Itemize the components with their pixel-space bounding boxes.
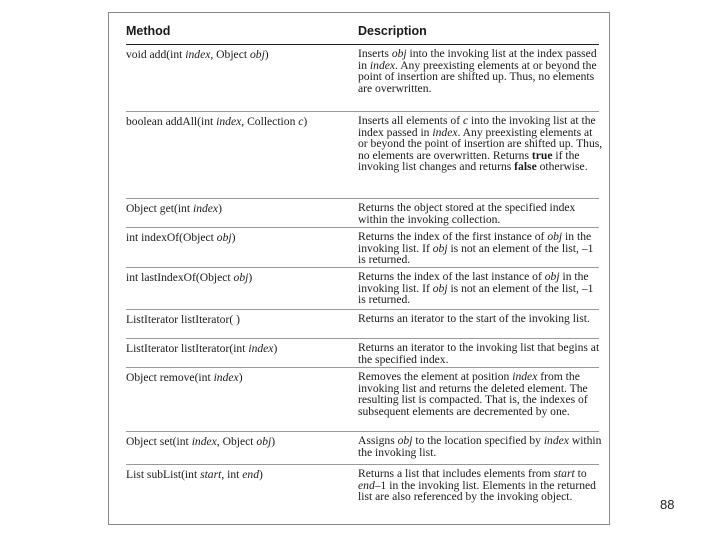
table-row: [126, 228, 599, 268]
method-table-frame: [108, 12, 610, 525]
parameter-name: index: [432, 125, 458, 139]
table-row: [126, 465, 599, 513]
text-run: ): [218, 202, 222, 215]
text-run: to the location specified by: [412, 434, 544, 447]
table-row: [126, 368, 599, 432]
parameter-name: index: [213, 371, 239, 384]
text-run: Assigns: [358, 434, 398, 447]
parameter-name: obj: [547, 230, 563, 243]
parameter-name: obj: [391, 47, 407, 60]
text-run: ): [303, 115, 308, 128]
parameter-name: obj: [432, 241, 448, 255]
text-run: ): [271, 435, 276, 448]
method-description: [358, 313, 603, 325]
parameter-name: index: [192, 202, 219, 215]
method-signature: [126, 271, 351, 284]
text-run: Returns a list that includes elements from: [358, 467, 554, 480]
text-run: List subList(int: [126, 468, 201, 481]
text-run: from the invoking list and returns the deleted element. The resulting list is compacted. That is, the indexes of subsequent elements are decremented by one.: [358, 370, 588, 418]
text-run: ): [238, 371, 243, 384]
method-column-header: Method: [126, 24, 171, 38]
parameter-name: obj: [432, 281, 448, 295]
method-table: [126, 21, 603, 513]
text-run: ): [264, 48, 269, 61]
method-signature: [126, 342, 351, 355]
text-run: void add(int: [126, 48, 186, 61]
parameter-name: obj: [397, 434, 413, 447]
text-run: Removes the element at position: [358, 370, 513, 383]
parameter-name: end: [358, 478, 375, 492]
table-row: [126, 339, 599, 368]
method-description: [358, 202, 603, 225]
text-run: int lastIndexOf(Object: [126, 271, 234, 284]
table-row: [126, 45, 599, 112]
parameter-name: obj: [216, 231, 232, 244]
method-description: [358, 271, 603, 306]
table-row: [126, 268, 599, 310]
text-run: to: [574, 467, 587, 480]
table-body: [126, 45, 603, 513]
table-row: [126, 432, 602, 465]
text-run: Object remove(int: [126, 371, 214, 384]
method-signature: [126, 313, 351, 326]
parameter-name: start: [553, 467, 575, 480]
text-run: within the invoking list.: [358, 434, 602, 459]
text-run: otherwise.: [536, 160, 588, 174]
table-row: [126, 112, 603, 199]
text-run: ): [231, 231, 236, 244]
text-run: . Any preexisting elements at or beyond the point of insertion are shifted up. Thus, no elements are overwritten. Returns: [358, 125, 603, 162]
text-run: , int: [221, 468, 243, 481]
text-run: Inserts: [358, 47, 392, 60]
method-description: [358, 435, 603, 458]
parameter-name: start: [200, 468, 222, 481]
page-number: 88: [660, 497, 675, 512]
method-signature: [126, 231, 351, 244]
text-run: ListIterator listIterator( ): [126, 313, 240, 326]
table-row: [126, 199, 599, 228]
text-run: –1 in the invoking list. Elements in the returned list are also referenced by the invoking object.: [358, 478, 596, 504]
text-run: is not an element of the list, –1 is returned.: [358, 281, 594, 307]
text-run: Returns the index of the last instance of: [358, 270, 545, 283]
text-run: Object get(int: [126, 202, 193, 215]
text-run: Returns an iterator to the invoking list that begins at the specified index.: [358, 341, 600, 366]
parameter-name: obj: [544, 270, 560, 283]
text-run: . Any preexisting elements at or beyond the point of insertion are shifted up. Thus, no elements are overwritten.: [358, 58, 597, 95]
parameter-name: index: [185, 48, 211, 61]
parameter-name: index: [369, 58, 396, 72]
method-signature: [126, 371, 351, 384]
method-description: [358, 342, 603, 365]
parameter-name: obj: [233, 271, 249, 284]
text-run: into the invoking list at the index passed in: [358, 47, 597, 72]
text-run: ): [248, 271, 253, 284]
text-run: boolean addAll(int: [126, 115, 217, 128]
method-description: [358, 371, 603, 417]
text-run: Inserts all elements of: [358, 114, 463, 127]
text-run: ): [259, 468, 263, 481]
parameter-name: obj: [256, 435, 272, 448]
text-run: is not an element of the list, –1 is returned.: [358, 241, 594, 267]
text-run: if the invoking list changes and returns: [358, 148, 580, 174]
method-signature: [126, 435, 351, 448]
parameter-name: index: [543, 434, 569, 447]
text-run: ListIterator listIterator(int: [126, 342, 249, 355]
text-run: Object set(int: [126, 435, 192, 448]
table-row: [126, 310, 599, 339]
text-run: ): [273, 342, 278, 355]
text-run: Returns an iterator to the start of the invoking list.: [358, 312, 590, 325]
method-description: [358, 468, 603, 503]
parameter-name: index: [191, 435, 217, 448]
method-signature: [126, 468, 351, 481]
text-run: in the invoking list. If: [358, 230, 592, 255]
parameter-name: index: [216, 115, 242, 128]
text-run: in the invoking list. If: [358, 270, 589, 295]
parameter-name: obj: [249, 48, 265, 61]
method-description: [358, 231, 603, 266]
keyword: false: [514, 160, 537, 174]
keyword: true: [531, 148, 553, 162]
method-description: [358, 48, 603, 94]
method-signature: [126, 202, 351, 215]
parameter-name: index: [248, 342, 274, 355]
text-run: , Collection: [241, 115, 299, 128]
method-signature: [126, 48, 351, 61]
text-run: Returns the index of the first instance of: [358, 230, 548, 243]
parameter-name: index: [512, 370, 538, 383]
parameter-name: end: [242, 468, 260, 481]
text-run: into the invoking list at the index passed in: [358, 114, 596, 139]
table-header: [126, 21, 599, 45]
method-description: [358, 115, 603, 173]
parameter-name: c: [298, 115, 304, 128]
method-signature: [126, 115, 351, 128]
parameter-name: c: [462, 114, 469, 127]
text-run: int indexOf(Object: [126, 231, 217, 244]
description-column-header: Description: [358, 24, 427, 38]
text-run: , Object: [210, 48, 250, 61]
text-run: Returns the object stored at the specified index within the invoking collection.: [358, 201, 576, 226]
text-run: , Object: [216, 435, 257, 448]
